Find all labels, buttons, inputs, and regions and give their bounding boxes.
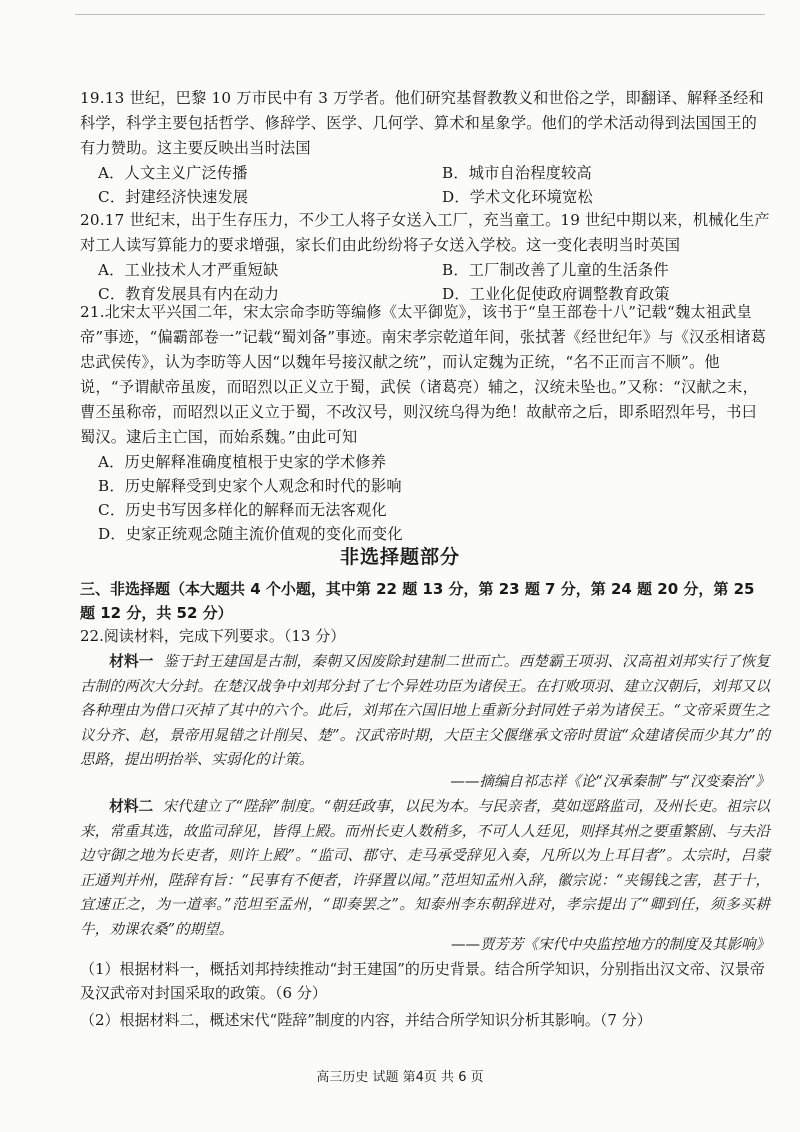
option-b: B．工厂制改善了儿童的生活条件 <box>442 261 669 279</box>
question-21-stem: 21.北宋太平兴国二年，宋太宗命李昉等编修《太平御览》，该书于“皇王部卷十八”记载“魏太祖武皇帝”事迹，“偏霸部卷一”记载“蜀刘备”事迹。南宋孝宗乾道年间，张拭著《经世纪年》与《汉丞相诸葛忠武侯传》，认为李昉等人因“以魏年号接汉献之统”，而认定魏为正统，“名不正而言不顺”。他说，“予谓献帝虽废，而昭烈以正义立于蜀，武侯（诸葛亮）辅之，汉统未坠也。”又称：“汉献之末，曹丕虽称帝，而昭烈以正义立于蜀，不改汉号，则汉统乌得为绝！故献帝之后，即系昭烈年号，书曰蜀汉。逮后主亡国，而始系魏。”由此可知 <box>80 303 767 446</box>
section3-header: 三、非选择题（本大题共 4 个小题，其中第 22 题 13 分，第 23 题 7 分，第 24 题 20 分，第 25 题 12 分，共 52 分） <box>80 580 755 622</box>
question-22-prompt: 22.阅读材料，完成下列要求。（13 分） <box>80 627 346 645</box>
question-21-options <box>98 450 770 546</box>
material-2-source: ——贾芳芳《宋代中央监控地方的制度及其影响》 <box>451 937 770 953</box>
section-title: 非选择题部分 <box>339 546 460 568</box>
option-c: C．封建经济快速发展 <box>98 188 249 206</box>
material-1-label: 材料一 <box>109 653 154 670</box>
material-1-text: 鉴于封王建国是古制，秦朝又因废除封建制二世而亡。西楚霸王项羽、汉高祖刘邦实行了恢复古制的两次大分封。在楚汉战争中刘邦分封了七个异姓功臣为诸侯王。在打败项羽、建立汉朝后，刘邦又以各种理由为借口灭掉了其中的六个。此后，刘邦在六国旧地上重新分封同姓子弟为诸侯王。“文帝采贾生之议分齐、赵，景帝用晁错之计削吴、楚”。汉武帝时期，大臣主父偃继承文帝时贯谊“众建诸侯而少其力”的思路，提出明抬举、实弱化的计策。 <box>80 653 770 769</box>
sub-question-1: （1）根据材料一，概括刘邦持续推动“封王建国”的历史背景。结合所学知识，分别指出汉文帝、汉景帝及汉武帝对封国采取的政策。（6 分） <box>80 960 765 1002</box>
option-d: D．史家正统观念随主流价值观的变化而变化 <box>98 525 403 543</box>
option-d: D．学术文化环境宽松 <box>442 188 593 206</box>
option-a: A．人文主义广泛传播 <box>98 164 248 182</box>
option-d: D．工业化促使政府调整教育政策 <box>442 285 670 303</box>
material-1-source: ——摘编自祁志祥《论“汉承秦制”与“汉变秦治”》 <box>450 774 770 790</box>
option-b: B．历史解释受到史家个人观念和时代的影响 <box>98 477 402 495</box>
option-a: A．工业技术人才严重短缺 <box>98 261 279 279</box>
question-19 <box>80 86 770 209</box>
question-19-options <box>98 161 770 209</box>
question-21 <box>80 300 770 546</box>
question-19-stem: 19.13 世纪，巴黎 10 万市民中有 3 万学者。他们研究基督教教义和世俗之学，即翻译、解释圣经和科学，科学主要包括哲学、修辞学、医学、几何学、算术和星象学。他们的学术活动得到法国国王的有力赞助。这主要反映出当时法国 <box>80 89 764 157</box>
option-a: A．历史解释准确度植根于史家的学术修养 <box>98 453 387 471</box>
top-border-line <box>75 14 765 15</box>
sub-question-2: （2）根据材料二，概述宋代“陛辞”制度的内容，并结合所学知识分析其影响。（7 分） <box>80 1011 652 1029</box>
material-2-label: 材料二 <box>109 798 154 815</box>
question-20-stem: 20.17 世纪末，出于生存压力，不少工人将子女送入工厂，充当童工。19 世纪中期以来，机械化生产对工人读写算能力的要求增强，家长们由此纷纷将子女送入学校。这一变化表明当时英国 <box>80 211 770 254</box>
option-c: C．历史书写因多样化的解释而无法客观化 <box>98 501 387 519</box>
material-1 <box>80 650 770 773</box>
question-20 <box>80 208 770 306</box>
question-20-options <box>98 258 770 306</box>
material-2-text: 宋代建立了“陛辞”制度。“朝廷政事，以民为本。与民亲者，莫如逕路监司，及州长吏。祖宗以来，常重其选，故监司辞见，皆得上殿。而州长吏人数稍多，不可人人廷见，则择其州之要重繁剧、与夫沿边守御之地为长吏者，则许上殿”。“监司、郡守、走马承受辞见入奏，凡所以为上耳目者”。太宗时，吕蒙正通判并州，陛辞有旨：“民事有不便者，许驿置以闻。”范坦知孟州入辞，徽宗说：“夹锡钱之害，甚于十，宜速正之，为一道率。”范坦至孟州，“即奏罢之”。知泰州李东朝辞进对，孝宗提出了“卿到任，须多买耕牛，劝课农桑”的期望。 <box>80 798 770 938</box>
material-2 <box>80 795 770 943</box>
option-b: B．城市自治程度较高 <box>442 164 592 182</box>
page-footer: 高三历史 试题 第4页 共 6 页 <box>316 1070 484 1085</box>
option-c: C．教育发展具有内在动力 <box>98 285 280 303</box>
